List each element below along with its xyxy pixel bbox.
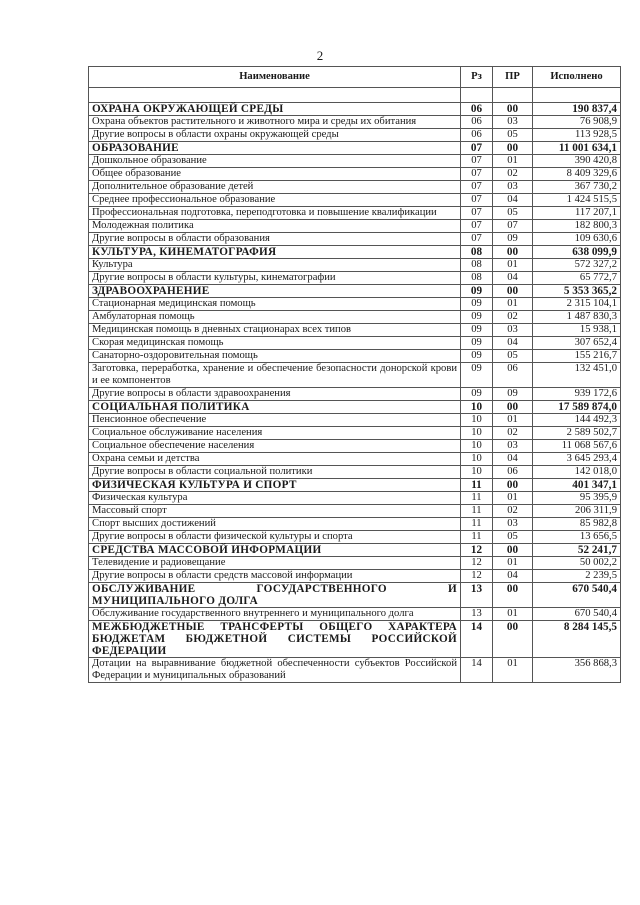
table-row — [89, 129, 621, 142]
row-rz: 11 — [461, 479, 493, 492]
header-pr: ПР — [493, 67, 533, 88]
row-pr: 06 — [493, 363, 533, 388]
row-pr: 04 — [493, 453, 533, 466]
row-value: 182 800,3 — [533, 220, 621, 233]
row-name: Спорт высших достижений — [89, 518, 461, 531]
row-value: 15 938,1 — [533, 324, 621, 337]
table-row — [89, 272, 621, 285]
row-value: 109 630,6 — [533, 233, 621, 246]
table-row — [89, 350, 621, 363]
row-name: Охрана объектов растительного и животного мира и среды их обитания — [89, 116, 461, 129]
row-value: 17 589 874,0 — [533, 401, 621, 414]
row-pr: 03 — [493, 440, 533, 453]
header-rz: Рз — [461, 67, 493, 88]
table-row — [89, 658, 621, 683]
row-value: 307 652,4 — [533, 337, 621, 350]
row-value: 670 540,4 — [533, 608, 621, 621]
row-value: 1 424 515,5 — [533, 194, 621, 207]
row-value: 117 207,1 — [533, 207, 621, 220]
table-row — [89, 298, 621, 311]
row-value: 11 068 567,6 — [533, 440, 621, 453]
row-pr: 01 — [493, 492, 533, 505]
row-pr: 05 — [493, 207, 533, 220]
row-name: Социальное обеспечение населения — [89, 440, 461, 453]
row-value: 190 837,4 — [533, 103, 621, 116]
row-pr: 03 — [493, 324, 533, 337]
header-name: Наименование — [89, 67, 461, 88]
row-pr: 06 — [493, 466, 533, 479]
row-value: 670 540,4 — [533, 583, 621, 608]
row-pr: 03 — [493, 116, 533, 129]
row-rz: 11 — [461, 492, 493, 505]
row-pr: 02 — [493, 168, 533, 181]
row-rz: 09 — [461, 324, 493, 337]
row-name: Другие вопросы в области социальной политики — [89, 466, 461, 479]
row-value: 390 420,8 — [533, 155, 621, 168]
row-pr: 05 — [493, 129, 533, 142]
row-rz: 07 — [461, 233, 493, 246]
row-rz: 12 — [461, 544, 493, 557]
table-row — [89, 440, 621, 453]
row-name: Массовый спорт — [89, 505, 461, 518]
row-value: 50 002,2 — [533, 557, 621, 570]
table-row — [89, 570, 621, 583]
row-rz: 06 — [461, 129, 493, 142]
row-pr: 00 — [493, 285, 533, 298]
row-value: 85 982,8 — [533, 518, 621, 531]
row-pr: 01 — [493, 259, 533, 272]
row-name: СОЦИАЛЬНАЯ ПОЛИТИКА — [89, 401, 461, 414]
row-rz: 06 — [461, 116, 493, 129]
row-rz: 14 — [461, 621, 493, 658]
row-value: 206 311,9 — [533, 505, 621, 518]
row-name: Социальное обслуживание населения — [89, 427, 461, 440]
section-row — [89, 583, 621, 608]
row-name: Физическая культура — [89, 492, 461, 505]
row-pr: 00 — [493, 544, 533, 557]
section-row — [89, 246, 621, 259]
row-name: Дотации на выравнивание бюджетной обеспеченности субъектов Российской Федерации и муниципальных образований — [89, 658, 461, 683]
row-rz: 08 — [461, 259, 493, 272]
row-name: Среднее профессиональное образование — [89, 194, 461, 207]
row-name: Санаторно-оздоровительная помощь — [89, 350, 461, 363]
table-row — [89, 259, 621, 272]
table-row — [89, 181, 621, 194]
row-name: Медицинская помощь в дневных стационарах всех типов — [89, 324, 461, 337]
row-value: 1 487 830,3 — [533, 311, 621, 324]
section-row — [89, 103, 621, 116]
row-value: 144 492,3 — [533, 414, 621, 427]
row-value: 95 395,9 — [533, 492, 621, 505]
row-value: 155 216,7 — [533, 350, 621, 363]
row-name: МЕЖБЮДЖЕТНЫЕ ТРАНСФЕРТЫ ОБЩЕГО ХАРАКТЕРА БЮДЖЕТАМ БЮДЖЕТНОЙ СИСТЕМЫ РОССИЙСКОЙ ФЕДЕРАЦИИ — [89, 621, 461, 658]
row-rz: 07 — [461, 207, 493, 220]
row-rz: 09 — [461, 285, 493, 298]
table-row — [89, 337, 621, 350]
row-name: Обслуживание государственного внутреннего и муниципального долга — [89, 608, 461, 621]
row-value: 132 451,0 — [533, 363, 621, 388]
row-pr: 01 — [493, 298, 533, 311]
row-name: Другие вопросы в области средств массовой информации — [89, 570, 461, 583]
row-name: ОБРАЗОВАНИЕ — [89, 142, 461, 155]
row-name: Молодежная политика — [89, 220, 461, 233]
row-rz: 11 — [461, 531, 493, 544]
row-name: Охрана семьи и детства — [89, 453, 461, 466]
row-name: Общее образование — [89, 168, 461, 181]
table-row — [89, 466, 621, 479]
row-rz: 09 — [461, 388, 493, 401]
section-row — [89, 479, 621, 492]
row-value: 8 409 329,6 — [533, 168, 621, 181]
section-row — [89, 621, 621, 658]
table-row — [89, 168, 621, 181]
table-header-row — [89, 67, 621, 88]
table-row — [89, 311, 621, 324]
row-value: 113 928,5 — [533, 129, 621, 142]
row-rz: 09 — [461, 298, 493, 311]
row-rz: 10 — [461, 414, 493, 427]
row-rz: 10 — [461, 401, 493, 414]
row-pr: 03 — [493, 181, 533, 194]
row-value: 2 589 502,7 — [533, 427, 621, 440]
row-rz: 08 — [461, 246, 493, 259]
row-name: Другие вопросы в области здравоохранения — [89, 388, 461, 401]
table-row — [89, 492, 621, 505]
budget-table — [88, 66, 621, 683]
row-value: 939 172,6 — [533, 388, 621, 401]
row-pr: 04 — [493, 337, 533, 350]
row-name: Телевидение и радиовещание — [89, 557, 461, 570]
row-name: ЗДРАВООХРАНЕНИЕ — [89, 285, 461, 298]
row-name: Другие вопросы в области образования — [89, 233, 461, 246]
row-name: Дополнительное образование детей — [89, 181, 461, 194]
row-name: Стационарная медицинская помощь — [89, 298, 461, 311]
row-rz: 07 — [461, 181, 493, 194]
row-value: 8 284 145,5 — [533, 621, 621, 658]
table-row — [89, 505, 621, 518]
table-row — [89, 233, 621, 246]
row-pr: 00 — [493, 583, 533, 608]
row-name: СРЕДСТВА МАССОВОЙ ИНФОРМАЦИИ — [89, 544, 461, 557]
row-value: 572 327,2 — [533, 259, 621, 272]
row-name: Дошкольное образование — [89, 155, 461, 168]
table-row — [89, 427, 621, 440]
row-name: Другие вопросы в области охраны окружающей среды — [89, 129, 461, 142]
row-pr: 01 — [493, 658, 533, 683]
row-name: Скорая медицинская помощь — [89, 337, 461, 350]
table-row — [89, 194, 621, 207]
row-rz: 09 — [461, 337, 493, 350]
row-rz: 07 — [461, 168, 493, 181]
table-row — [89, 608, 621, 621]
table-row — [89, 116, 621, 129]
row-pr: 00 — [493, 621, 533, 658]
table-row — [89, 414, 621, 427]
row-rz: 07 — [461, 194, 493, 207]
row-pr: 05 — [493, 531, 533, 544]
row-name: ОХРАНА ОКРУЖАЮЩЕЙ СРЕДЫ — [89, 103, 461, 116]
row-rz: 07 — [461, 220, 493, 233]
table-row — [89, 557, 621, 570]
row-pr: 04 — [493, 570, 533, 583]
row-name: КУЛЬТУРА, КИНЕМАТОГРАФИЯ — [89, 246, 461, 259]
row-name: Амбулаторная помощь — [89, 311, 461, 324]
row-value: 2 315 104,1 — [533, 298, 621, 311]
row-pr: 04 — [493, 272, 533, 285]
row-rz: 09 — [461, 350, 493, 363]
row-rz: 07 — [461, 142, 493, 155]
section-row — [89, 401, 621, 414]
row-rz: 08 — [461, 272, 493, 285]
row-value: 11 001 634,1 — [533, 142, 621, 155]
row-pr: 01 — [493, 557, 533, 570]
row-rz: 14 — [461, 658, 493, 683]
section-row — [89, 285, 621, 298]
table-row — [89, 324, 621, 337]
row-rz: 12 — [461, 557, 493, 570]
table-spacer-row — [89, 88, 621, 103]
row-value: 356 868,3 — [533, 658, 621, 683]
row-pr: 00 — [493, 401, 533, 414]
row-rz: 10 — [461, 453, 493, 466]
row-rz: 10 — [461, 440, 493, 453]
row-pr: 09 — [493, 233, 533, 246]
row-value: 401 347,1 — [533, 479, 621, 492]
section-row — [89, 544, 621, 557]
table-row — [89, 155, 621, 168]
row-name: Другие вопросы в области физической культуры и спорта — [89, 531, 461, 544]
row-name: Другие вопросы в области культуры, кинематографии — [89, 272, 461, 285]
row-pr: 00 — [493, 103, 533, 116]
row-value: 367 730,2 — [533, 181, 621, 194]
table-row — [89, 388, 621, 401]
row-rz: 13 — [461, 608, 493, 621]
row-name: ФИЗИЧЕСКАЯ КУЛЬТУРА И СПОРТ — [89, 479, 461, 492]
row-pr: 01 — [493, 608, 533, 621]
row-pr: 04 — [493, 194, 533, 207]
row-rz: 11 — [461, 518, 493, 531]
row-value: 52 241,7 — [533, 544, 621, 557]
row-rz: 09 — [461, 363, 493, 388]
table-row — [89, 207, 621, 220]
row-value: 13 656,5 — [533, 531, 621, 544]
row-pr: 01 — [493, 414, 533, 427]
table-body — [89, 103, 621, 683]
row-rz: 10 — [461, 466, 493, 479]
table-row — [89, 220, 621, 233]
row-pr: 00 — [493, 142, 533, 155]
row-name: Культура — [89, 259, 461, 272]
row-pr: 02 — [493, 427, 533, 440]
table-row — [89, 518, 621, 531]
row-name: Профессиональная подготовка, переподготовка и повышение квалификации — [89, 207, 461, 220]
row-pr: 01 — [493, 155, 533, 168]
row-value: 76 908,9 — [533, 116, 621, 129]
row-value: 5 353 365,2 — [533, 285, 621, 298]
table-row — [89, 531, 621, 544]
row-rz: 06 — [461, 103, 493, 116]
row-value: 65 772,7 — [533, 272, 621, 285]
page-number: 2 — [316, 48, 324, 63]
table-row — [89, 453, 621, 466]
row-rz: 07 — [461, 155, 493, 168]
row-pr: 05 — [493, 350, 533, 363]
row-value: 3 645 293,4 — [533, 453, 621, 466]
row-pr: 03 — [493, 518, 533, 531]
row-pr: 00 — [493, 246, 533, 259]
row-pr: 07 — [493, 220, 533, 233]
table-row — [89, 363, 621, 388]
row-pr: 00 — [493, 479, 533, 492]
row-name: Заготовка, переработка, хранение и обеспечение безопасности донорской крови и ее компонентов — [89, 363, 461, 388]
row-value: 142 018,0 — [533, 466, 621, 479]
row-rz: 13 — [461, 583, 493, 608]
row-value: 638 099,9 — [533, 246, 621, 259]
row-value: 2 239,5 — [533, 570, 621, 583]
row-rz: 10 — [461, 427, 493, 440]
row-rz: 12 — [461, 570, 493, 583]
header-value: Исполнено — [533, 67, 621, 88]
section-row — [89, 142, 621, 155]
row-pr: 02 — [493, 505, 533, 518]
row-pr: 02 — [493, 311, 533, 324]
row-name: ОБСЛУЖИВАНИЕ ГОСУДАРСТВЕННОГО И МУНИЦИПАЛЬНОГО ДОЛГА — [89, 583, 461, 608]
row-rz: 11 — [461, 505, 493, 518]
row-rz: 09 — [461, 311, 493, 324]
row-name: Пенсионное обеспечение — [89, 414, 461, 427]
row-pr: 09 — [493, 388, 533, 401]
